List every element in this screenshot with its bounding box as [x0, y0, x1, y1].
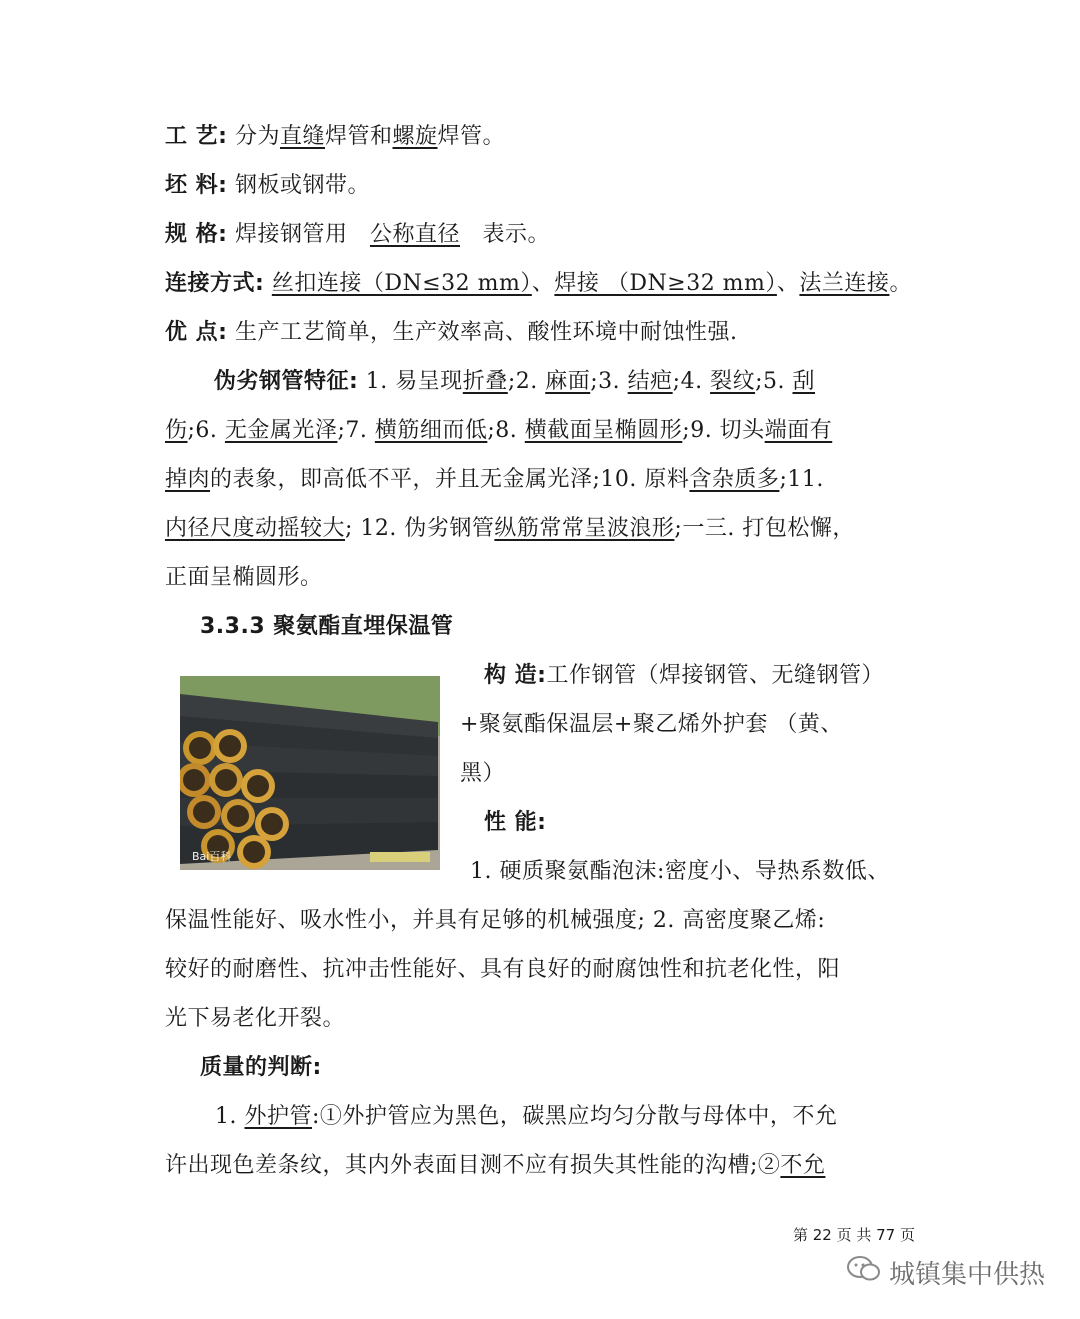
watermark-text: 城镇集中供热 [888, 1260, 1045, 1290]
line-performance: 性 能: [484, 810, 547, 835]
line-structure-2: +聚氨酯保温层+聚乙烯外护套 （黄、 [460, 712, 843, 737]
line-fake-features-4: 内径尺度动摇较大; 12. 伪劣钢管纵筋常常呈波浪形;一三. 打包松懈， [165, 516, 855, 541]
line-spec: 规 格: 焊接钢管用 公称直径 表示。 [165, 222, 550, 247]
wechat-icon [847, 1255, 881, 1290]
line-performance-2: 保温性能好、吸水性小，并具有足够的机械强度; 2. 高密度聚乙烯: [165, 908, 826, 933]
line-process: 工 艺: 分为直缝焊管和螺旋焊管。 [165, 124, 506, 149]
line-fake-features-2: 伤;6. 无金属光泽;7. 横筋细而低;8. 横截面呈椭圆形;9. 切头端面有 [165, 418, 833, 443]
line-quality-1: 1. 外护管:①外护管应为黑色，碳黑应均匀分散与母体中，不允 [215, 1104, 838, 1129]
line-quality-2: 许出现色差条纹，其内外表面目测不应有损失其性能的沟槽;②不允 [165, 1153, 826, 1178]
quality-heading: 质量的判断: [200, 1055, 322, 1080]
watermark [847, 1254, 1045, 1291]
line-structure-3: 黑） [460, 761, 506, 786]
pipes-photo [180, 676, 440, 870]
line-performance-1: 1. 硬质聚氨酯泡沫:密度小、导热系数低、 [470, 859, 890, 884]
photo-stamp [370, 852, 430, 862]
line-advantage: 优 点: 生产工艺简单，生产效率高、酸性环境中耐蚀性强. [165, 320, 738, 345]
baike-logo: Bai百科 [192, 850, 232, 863]
line-fake-features-5: 正面呈椭圆形。 [165, 565, 323, 590]
line-fake-features: 伪劣钢管特征: 1. 易呈现折叠;2. 麻面;3. 结疤;4. 裂纹;5. 刮 [214, 369, 815, 394]
section-heading: 3.3.3 聚氨酯直埋保温管 [200, 614, 454, 639]
page-number: 第 22 页 共 77 页 [792, 1226, 915, 1244]
line-performance-4: 光下易老化开裂。 [165, 1006, 346, 1031]
line-performance-3: 较好的耐磨性、抗冲击性能好、具有良好的耐腐蚀性和抗老化性，阳 [165, 957, 841, 982]
pipes-illustration [180, 676, 440, 870]
line-blank: 坯 料: 钢板或钢带。 [165, 173, 370, 198]
line-structure: 构 造:工作钢管（焊接钢管、无缝钢管） [484, 663, 884, 688]
line-connection: 连接方式: 丝扣连接（DN≤32 mm）、焊接 （DN≥32 mm）、法兰连接。 [165, 271, 912, 296]
line-fake-features-3: 掉肉的表象，即高低不平，并且无金属光泽;10. 原料含杂质多;11. [165, 467, 824, 492]
